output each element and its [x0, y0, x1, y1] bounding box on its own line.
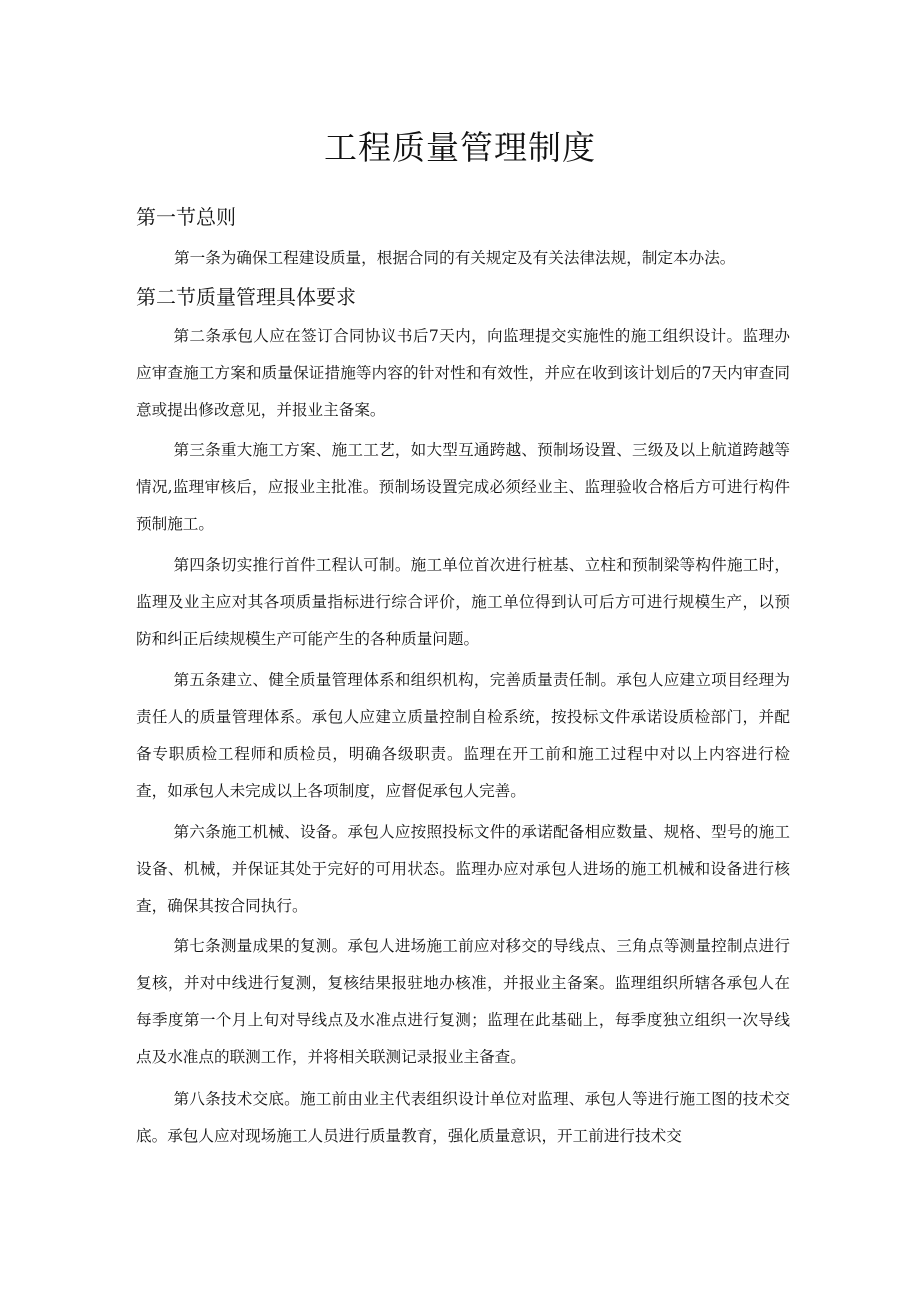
document-title: 工程质量管理制度	[324, 128, 596, 167]
article-4: 第四条切实推行首件工程认可制。施工单位首次进行桩基、立柱和预制梁等构件施工时，监理及业主应对其各项质量指标进行综合评价，施工单位得到认可后方可进行规模生产，以预防和纠正后续规模生产可能产生的各种质量问题。	[136, 556, 790, 648]
article-3: 第三条重大施工方案、施工工艺，如大型互通跨越、预制场设置、三级及以上航道跨越等情况,监理审核后，应报业主批准。预制场设置完成必须经业主、监理验收合格后方可进行构件预制施工。	[136, 441, 790, 533]
article-8: 第八条技术交底。施工前由业主代表组织设计单位对监理、承包人等进行施工图的技术交底。承包人应对现场施工人员进行质量教育，强化质量意识，开工前进行技术交	[136, 1090, 790, 1145]
section-heading-1: 第一节总则	[136, 205, 236, 229]
section-heading-2: 第二节质量管理具体要求	[136, 285, 356, 309]
article-5: 第五条建立、健全质量管理体系和组织机构，完善质量责任制。承包人应建立项目经理为责任人的质量管理体系。承包人应建立质量控制自检系统，按投标文件承诺设质检部门，并配备专职质检工程师和质检员，明确各级职责。监理在开工前和施工过程中对以上内容进行检查，如承包人未完成以上各项制度，应督促承包人完善。	[136, 671, 790, 800]
article-7: 第七条测量成果的复测。承包人进场施工前应对移交的导线点、三角点等测量控制点进行复核，并对中线进行复测，复核结果报驻地办核准，并报业主备案。监理组织所辖各承包人在每季度第一个月上旬对导线点及水准点进行复测；监理在此基础上，每季度独立组织一次导线点及水准点的联测工作，并将相关联测记录报业主备查。	[136, 937, 790, 1066]
article-6: 第六条施工机械、设备。承包人应按照投标文件的承诺配备相应数量、规格、型号的施工设备、机械，并保证其处于完好的可用状态。监理办应对承包人进场的施工机械和设备进行核查，确保其按合同执行。	[136, 823, 790, 915]
article-2: 第二条承包人应在签订合同协议书后7天内，向监理提交实施性的施工组织设计。监理办应审查施工方案和质量保证措施等内容的针对性和有效性，并应在收到该计划后的7天内审查同意或提出修改意见，并报业主备案。	[136, 327, 790, 419]
article-1: 第一条为确保工程建设质量，根据合同的有关规定及有关法律法规，制定本办法。	[174, 249, 736, 267]
